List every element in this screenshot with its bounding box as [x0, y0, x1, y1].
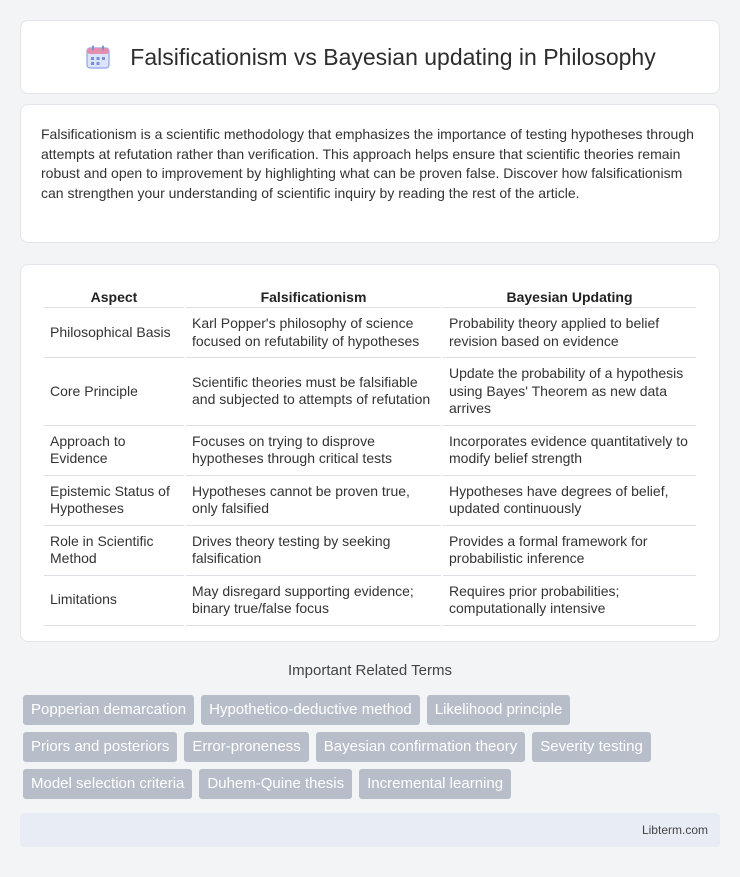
intro-text: Falsificationism is a scientific methodology that emphasizes the importance of testing hypotheses through attempts at refutation rather than verification. This approach helps ensure that scientific theories remain robust and open to improvement by highlighting what can be proven false. Discover how falsificationism can strengthen your understanding of scientific inquiry by reading the rest of the article. [41, 126, 694, 201]
table-cell-bayesian: Probability theory applied to belief revision based on evidence [443, 308, 696, 358]
table-row [44, 476, 696, 526]
table-cell-bayesian: Incorporates evidence quantitatively to modify belief strength [443, 426, 696, 476]
related-term-tag[interactable]: Duhem-Quine thesis [199, 769, 352, 799]
header-aspect: Aspect [44, 287, 184, 308]
table-cell-falsificationism: Scientific theories must be falsifiable and subjected to attempts of refutation [186, 358, 441, 426]
comparison-table [42, 287, 698, 626]
header-falsificationism: Falsificationism [186, 287, 441, 308]
footer-site-link[interactable]: Libterm.com [641, 823, 708, 837]
footer [20, 813, 720, 847]
table-cell-aspect: Approach to Evidence [44, 426, 184, 476]
related-terms-list [20, 695, 720, 799]
table-row [44, 358, 696, 426]
table-cell-aspect: Epistemic Status of Hypotheses [44, 476, 184, 526]
table-cell-falsificationism: May disregard supporting evidence; binary true/false focus [186, 576, 441, 626]
title-card [20, 20, 720, 94]
table-header-row [44, 287, 696, 308]
table-cell-bayesian: Provides a formal framework for probabilistic inference [443, 526, 696, 576]
table-cell-aspect: Role in Scientific Method [44, 526, 184, 576]
table-cell-bayesian: Update the probability of a hypothesis using Bayes' Theorem as new data arrives [443, 358, 696, 426]
related-term-tag[interactable]: Likelihood principle [427, 695, 571, 725]
table-row [44, 426, 696, 476]
table-row [44, 576, 696, 626]
intro-card [20, 104, 720, 243]
table-cell-falsificationism: Karl Popper's philosophy of science focused on refutability of hypotheses [186, 308, 441, 358]
related-terms-title: Important Related Terms [288, 662, 452, 679]
related-term-tag[interactable]: Popperian demarcation [23, 695, 194, 725]
table-cell-falsificationism: Focuses on trying to disprove hypotheses through critical tests [186, 426, 441, 476]
comparison-table-card [20, 264, 720, 642]
table-cell-bayesian: Hypotheses have degrees of belief, updated continuously [443, 476, 696, 526]
table-cell-aspect: Philosophical Basis [44, 308, 184, 358]
table-cell-aspect: Limitations [44, 576, 184, 626]
table-cell-falsificationism: Drives theory testing by seeking falsification [186, 526, 441, 576]
related-term-tag[interactable]: Bayesian confirmation theory [316, 732, 525, 762]
related-term-tag[interactable]: Incremental learning [359, 769, 511, 799]
table-cell-bayesian: Requires prior probabilities; computationally intensive [443, 576, 696, 626]
table-cell-aspect: Core Principle [44, 358, 184, 426]
calendar-icon [84, 43, 112, 71]
related-term-tag[interactable]: Error-proneness [184, 732, 308, 762]
related-term-tag[interactable]: Priors and posteriors [23, 732, 177, 762]
table-row [44, 308, 696, 358]
table-row [44, 526, 696, 576]
related-term-tag[interactable]: Severity testing [532, 732, 651, 762]
related-term-tag[interactable]: Hypothetico-deductive method [201, 695, 420, 725]
page-title: Falsificationism vs Bayesian updating in Philosophy [130, 43, 656, 70]
related-term-tag[interactable]: Model selection criteria [23, 769, 192, 799]
header-bayesian-updating: Bayesian Updating [443, 287, 696, 308]
table-cell-falsificationism: Hypotheses cannot be proven true, only falsified [186, 476, 441, 526]
